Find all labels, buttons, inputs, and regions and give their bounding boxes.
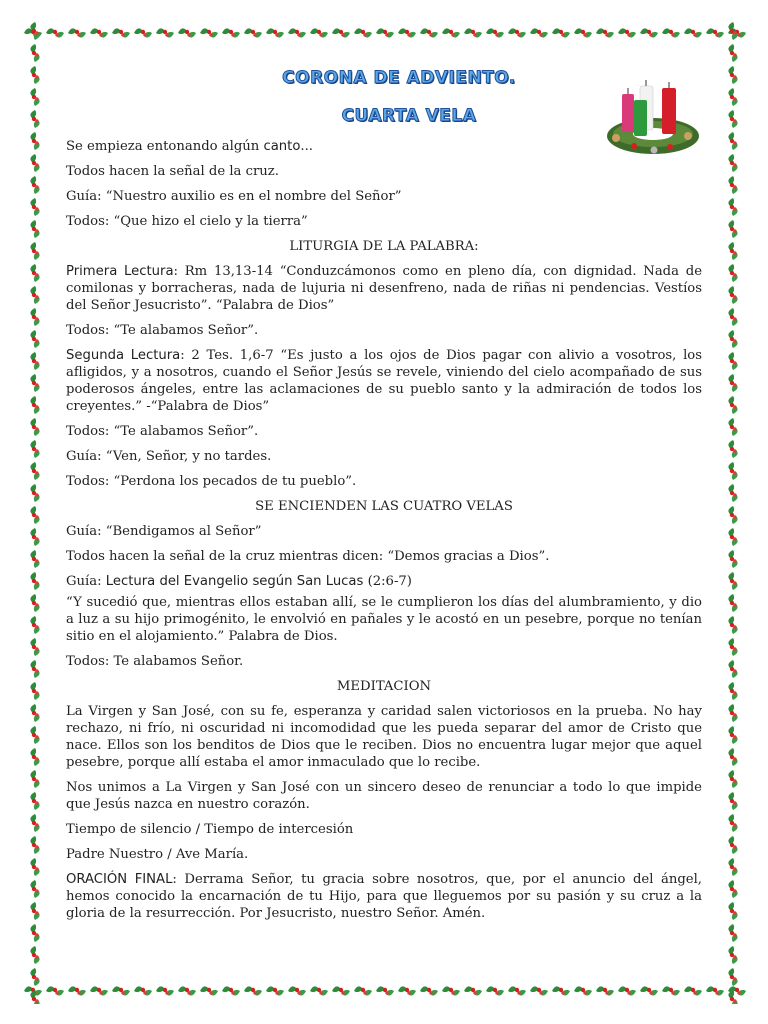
- holly-border-bottom: [22, 978, 746, 1004]
- padre-nuestro: Padre Nuestro / Ave María.: [66, 847, 249, 862]
- document-content: [66, 68, 702, 958]
- body-text: [66, 138, 702, 922]
- holly-border-top: [22, 20, 746, 46]
- segunda-todos: Todos: “Perdona los pecados de tu pueblo”.: [66, 474, 357, 489]
- bendicion-todos: Todos hacen la señal de la cruz mientras dicen: “Demos gracias a Dios”.: [66, 549, 550, 564]
- evangelio-intro: [66, 573, 702, 590]
- holly-border-left: [22, 20, 48, 1004]
- primera-label: Primera Lectura: [66, 264, 174, 279]
- evangelio-text: “Y sucedió que, mientras ellos estaban allí, se le cumplieron los días del alumbramiento, y dio a luz a su hijo primogénito, le envolvió en pañales y le acostó en un pesebre, porque no tenían sitio en el alojamiento.” Palabra de Dios.: [66, 595, 702, 644]
- segunda-label: Segunda Lectura: [66, 348, 181, 363]
- meditacion-heading: MEDITACION: [336, 679, 432, 694]
- meditacion-paragraph-1: La Virgen y San José, con su fe, esperanza y caridad salen victoriosos en la prueba. No hay rechazo, ni frío, ni oscuridad ni incomodidad que les pueda separar del amor de Cristo que nace. Ellos son los benditos de Dios que le reciben. Dios no encuentra lugar mejor que aquel pesebre, porque allí estaba el amor inmaculado que lo recibe.: [66, 704, 702, 770]
- intro-suffix: ...: [300, 139, 313, 154]
- segunda-lectura: [66, 347, 702, 415]
- intro-line-4: Todos: “Que hizo el cielo y la tierra”: [66, 214, 308, 229]
- oracion-label: ORACIÓN FINAL: [66, 872, 173, 887]
- evangelio-response: Todos: Te alabamos Señor.: [66, 654, 244, 669]
- meditacion-paragraph-2: Nos unimos a La Virgen y San José con un sincero deseo de renunciar a todo lo que impide que Jesús nazca en nuestro corazón.: [66, 780, 702, 812]
- evangelio-prefix: Guía:: [66, 574, 106, 589]
- intro-canto: canto: [263, 139, 301, 154]
- evangelio-ref: (2:6-7): [363, 574, 412, 589]
- velas-heading: SE ENCIENDEN LAS CUATRO VELAS: [255, 499, 513, 514]
- document-title: CORONA DE ADVIENTO.: [282, 68, 516, 88]
- holly-border-right: [720, 20, 746, 1004]
- primera-lectura: [66, 263, 702, 314]
- intro-line-3: Guía: “Nuestro auxilio es en el nombre del Señor”: [66, 189, 402, 204]
- segunda-response: Todos: “Te alabamos Señor”.: [66, 424, 259, 439]
- evangelio-label: Lectura del Evangelio según San Lucas: [105, 574, 364, 589]
- liturgia-heading: LITURGIA DE LA PALABRA:: [289, 239, 479, 254]
- advent-wreath-icon: [604, 74, 702, 158]
- tiempo-silencio: Tiempo de silencio / Tiempo de intercesión: [66, 822, 354, 837]
- primera-response: Todos: “Te alabamos Señor”.: [66, 323, 259, 338]
- intro-line-2: Todos hacen la señal de la cruz.: [66, 164, 279, 179]
- intro-prefix: Se empieza entonando algún: [66, 139, 264, 154]
- oracion-text: : Derrama Señor, tu gracia sobre nosotros, que, por el anuncio del ángel, hemos conocido la encarnación de tu Hijo, para que lleguemos por su pasión y su cruz a la gloria de la resurrección. Por Jesucristo, nuestro Señor. Amén.: [66, 872, 702, 921]
- document-subtitle: CUARTA VELA: [341, 106, 477, 126]
- oracion-final: [66, 871, 702, 922]
- segunda-guia: Guía: “Ven, Señor, y no tardes.: [66, 449, 272, 464]
- primera-text: : Rm 13,13-14 “Conduzcámonos como en pleno día, con dignidad. Nada de comilonas y borracheras, nada de lujuria ni desenfreno, nada de riñas ni pendencias. Vestíos del Señor Jesucristo”. “Palabra de Dios”: [66, 264, 702, 313]
- segunda-text: : 2 Tes. 1,6-7 “Es justo a los ojos de Dios pagar con alivio a vosotros, los afligidos, y a nosotros, cuando el Señor Jesús se revele, viniendo del cielo acompañado de sus poderosos ángeles, entre las aclamaciones de su pueblo santo y la admiración de todos los creyentes.” -“Palabra de Dios”: [66, 348, 702, 414]
- bendicion-guia: Guía: “Bendigamos al Señor”: [66, 524, 262, 539]
